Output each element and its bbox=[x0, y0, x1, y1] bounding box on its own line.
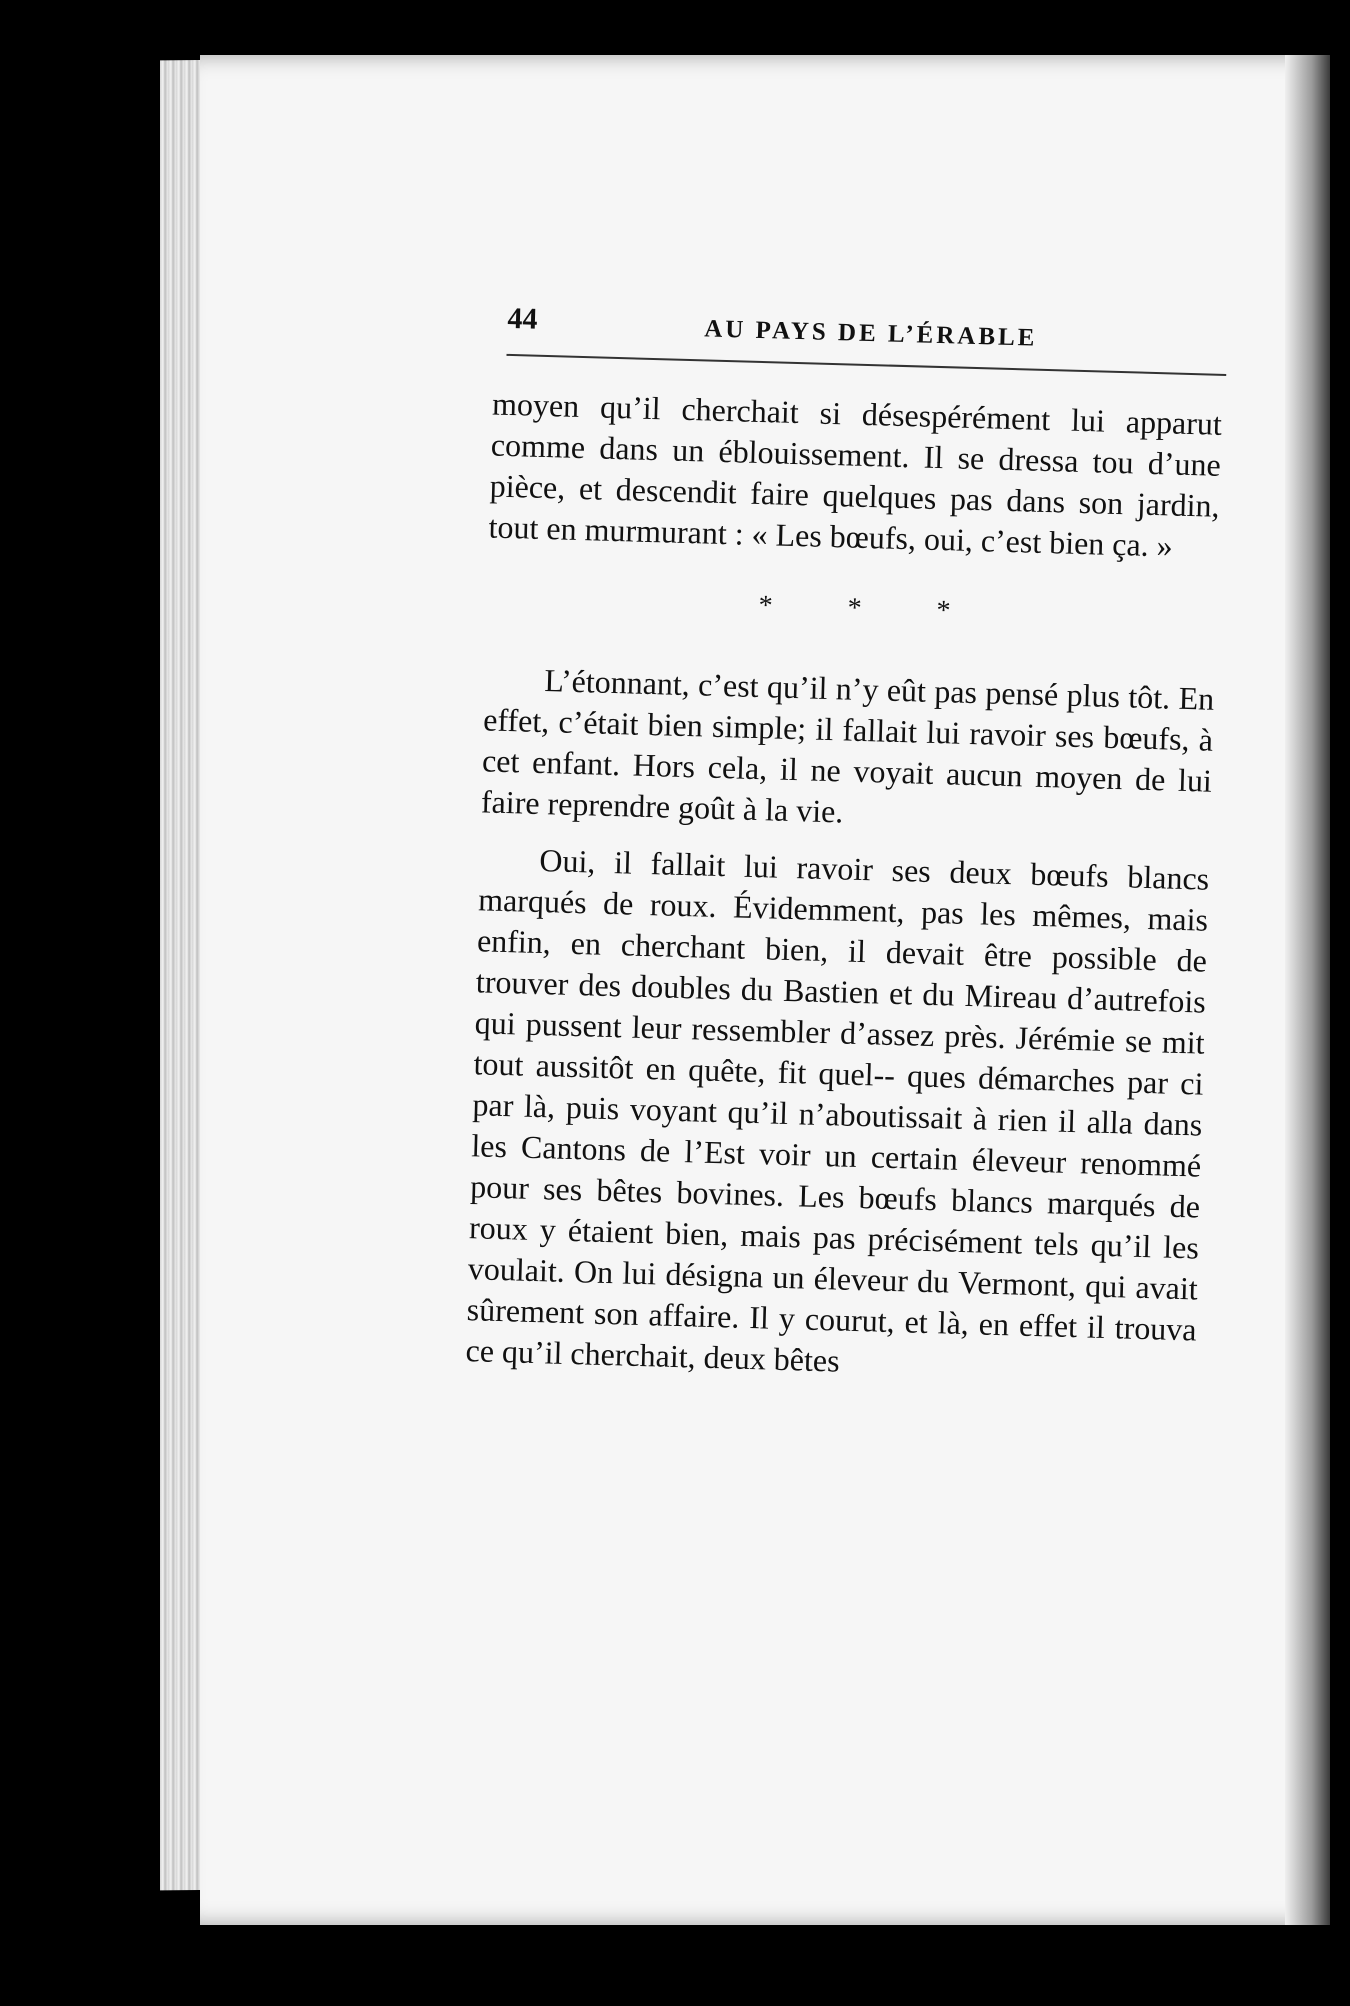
page-content bbox=[410, 300, 1230, 1408]
section-separator: * * * bbox=[758, 590, 985, 628]
paragraph-2: L’étonnant, c’est qu’il n’y eût pas pensé plus tôt. En effet, c’était bien simple; il fallait lui ravoir ses bœufs, à cet enfant. Hors cela, il ne voyait aucun moyen de lui faire reprendre goût à la vie. bbox=[480, 662, 1215, 830]
running-head: AU PAYS DE L’ÉRABLE bbox=[703, 315, 1038, 352]
paragraph-1: moyen qu’il cherchait si désespérément lui apparut comme dans un éblouissement. Il se dressa tou d’une pièce, et descendit faire quelques pas dans son jardin, tout en murmurant : « Les bœufs, oui, c’est bien ça. » bbox=[488, 385, 1223, 564]
body-text bbox=[465, 384, 1222, 1392]
book-binding-shadow bbox=[1285, 55, 1330, 1925]
page-number: 44 bbox=[507, 301, 538, 336]
paragraph-3: Oui, il fallait lui ravoir ses deux bœufs blancs marqués de roux. Évidemment, pas les mêmes, mais enfin, en cherchant bien, il devait être possible de trouver des doubles du Bastien et du Mireau d’autrefois qui pussent leur ressembler d’assez près. Jérémie se mit tout aussitôt en quête, fit quel-- ques démarches par ci par là, puis voyant qu’il n’aboutissait à rien il alla dans les Cantons de l’Est voir un certain éleveur renommé pour ses bêtes bovines. Les bœufs blancs marqués de roux y étaient bien, mais pas précisément tels qu’il les voulait. On lui désigna un éleveur du Vermont, qui avait sûrement son affaire. Il y courut, et là, en effet il trouva ce qu’il cherchait, deux bêtes bbox=[465, 842, 1210, 1379]
